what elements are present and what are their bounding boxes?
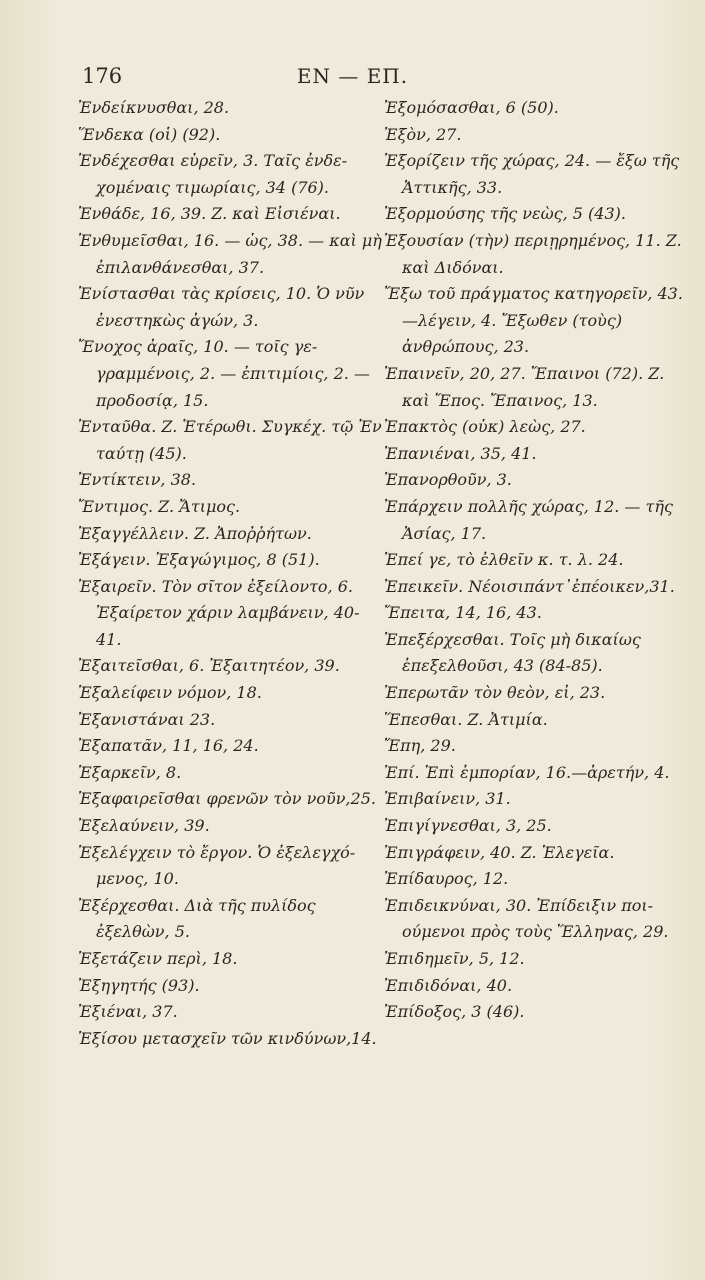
index-entry: Ἐξαρκεῖν, 8. (78, 762, 182, 782)
index-entry: Ἐπεί γε, τὸ ἐλθεῖν κ. τ. λ. 24. (384, 550, 624, 570)
index-entry: Ἐπαινεῖν, 20, 27. Ἔπαινοι (72). Z. καὶ Ἔπος. Ἔπαινος, 13. (384, 363, 665, 410)
index-entry: Ἐπάρχειν πολλῆς χώρας, 12. — τῆς Ἀσίας, 17. (384, 496, 673, 543)
index-entry: Ἔξω τοῦ πράγματος κατηγορεῖν, 43.—λέγειν, 4. Ἔξωθεν (τοὺς) ἀνθρώπους, 23. (384, 284, 683, 357)
index-entry: Ἐπακτὸς (οὐκ) λεὼς, 27. (384, 417, 586, 437)
index-column-right (384, 95, 686, 1026)
index-entry: Ἐξελέγχειν τὸ ἔργον. Ὁ ἐξελεγχό- μενος, 10. (78, 842, 356, 889)
index-entry: Ἐξελαύνειν, 39. (78, 816, 210, 836)
index-entry: Ἐξαγγέλλειν. Z. Ἀποῤῥήτων. (78, 523, 312, 543)
index-entry: Ἐξέρχεσθαι. Διὰ τῆς πυλίδος ἐξελθὼν, 5. (78, 895, 316, 942)
index-entry: Ἐξανιστάναι 23. (78, 709, 216, 729)
index-entry: Ἔνοχος ἀραῖς, 10. — τοῖς γε- γραμμένοις, 2. — ἐπιτιμίοις, 2. —προδοσίᾳ, 15. (78, 337, 370, 410)
index-entry: Ἐπεξέρχεσθαι. Τοῖς μὴ δικαίως ἐπεξελθοῦσι, 43 (84-85). (384, 629, 641, 676)
index-entry: Ἕνδεκα (οἱ) (92). (78, 124, 221, 144)
index-entry: Ἐπανορθοῦν, 3. (384, 470, 512, 490)
index-entry: Ἐνταῦθα. Z. Ἑτέρωθι. Συγκέχ. τῷ Ἐν ταύτῃ (45). (78, 417, 382, 463)
index-entry: Ἐξὸν, 27. (384, 124, 462, 144)
index-entry: Ἐπιδιδόναι, 40. (384, 975, 513, 995)
index-entry: Ἐξορμούσης τῆς νεὼς, 5 (43). (384, 204, 626, 224)
index-entry: Ἐπίδοξος, 3 (46). (384, 1002, 525, 1022)
index-entry: Ἐνθάδε, 16, 39. Z. καὶ Εἰσιέναι. (78, 204, 341, 224)
index-entry: Ἐξάγειν. Ἐξαγώγιμος, 8 (51). (78, 550, 320, 570)
index-entry: Ἐξηγητής (93). (78, 975, 200, 995)
index-entry: Ἔπειτα, 14, 16, 43. (384, 603, 542, 623)
index-entry: Ἐνθυμεῖσθαι, 16. — ὡς, 38. — καὶ μὴ ἐπιλανθάνεσθαι, 37. (78, 230, 382, 277)
index-entry: Ἐπιβαίνειν, 31. (384, 789, 511, 809)
index-entry: Ἐπερωτᾶν τὸν θεὸν, εἰ, 23. (384, 683, 606, 703)
index-entry: Ἐξουσίαν (τὴν) περιῃρημένος, 11. Z. καὶ Διδόναι. (384, 230, 682, 277)
index-entry: Ἔντιμος. Z. Ἄτιμος. (78, 496, 241, 516)
index-entry: Ἐνδείκνυσθαι, 28. (78, 98, 230, 117)
page-number: 176 (82, 64, 123, 88)
index-entry: Ἐπιγράφειν, 40. Z. Ἐλεγεῖα. (384, 842, 615, 862)
index-entry: Ἐξαιτεῖσθαι, 6. Ἐξαιτητέον, 39. (78, 656, 340, 676)
index-entry: Ἐξορίζειν τῆς χώρας, 24. — ἔξω τῆς Ἀττικῆς, 33. (384, 151, 680, 197)
index-entry: Ἐπανιέναι, 35, 41. (384, 443, 537, 463)
index-entry: Ἐπίδαυρος, 12. (384, 869, 509, 889)
index-entry: Ἐξαλείφειν νόμον, 18. (78, 683, 262, 703)
index-entry: Ἐντίκτειν, 38. (78, 470, 197, 490)
index-entry: Ἐπιδεικνύναι, 30. Ἐπίδειξιν ποι- ούμενοι πρὸς τοὺς Ἕλληνας, 29. (384, 895, 669, 942)
index-column-left (78, 95, 383, 1052)
index-entry: Ἐπιδημεῖν, 5, 12. (384, 949, 525, 968)
page-header (0, 64, 705, 94)
index-entry: Ἐξετάζειν περὶ, 18. (78, 949, 238, 968)
index-entry: Ἐπί. Ἐπὶ ἐμπορίαν, 16.—ἀρετήν, 4. (384, 762, 670, 782)
running-head: EN — EΠ. (296, 64, 409, 88)
index-entry: Ἐνίστασθαι τὰς κρίσεις, 10. Ὁ νῦν ἐνεστηκὼς ἀγών, 3. (78, 284, 365, 330)
index-entry: Ἕπεσθαι. Z. Ἀτιμία. (384, 709, 548, 729)
index-entry: Ἐξιέναι, 37. (78, 1002, 178, 1022)
index-entry: Ἐξίσου μετασχεῖν τῶν κινδύνων,14. (78, 1028, 377, 1048)
index-entry: Ἐξαιρεῖν. Τὸν σῖτον ἐξείλοντο, 6. Ἐξαίρετον χάριν λαμβάνειν, 40-41. (78, 576, 360, 649)
index-entry: Ἐξαφαιρεῖσθαι φρενῶν τὸν νοῦν,25. (78, 789, 376, 809)
index-entry: Ἔπη, 29. (384, 736, 456, 756)
index-entry: Ἐπιγίγνεσθαι, 3, 25. (384, 816, 552, 836)
index-entry: Ἐξομόσασθαι, 6 (50). (384, 98, 559, 117)
index-entry: Ἐνδέχεσθαι εὑρεῖν, 3. Ταῖς ἐνδε- χομέναις τιμωρίαις, 34 (76). (78, 151, 348, 197)
index-entry: Ἐπεικεῖν. Νέοισιπάντ᾽ἐπέοικεν,31. (384, 576, 675, 596)
index-entry: Ἐξαπατᾶν, 11, 16, 24. (78, 736, 259, 756)
